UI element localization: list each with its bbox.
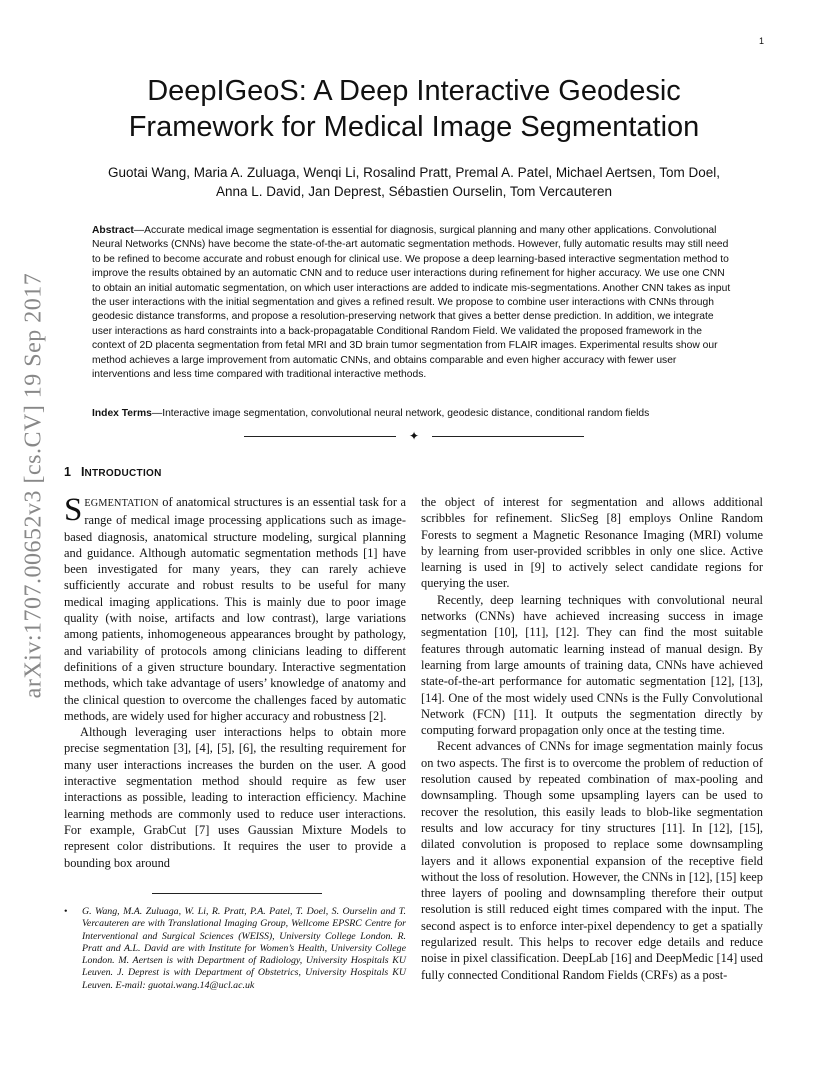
divider-ornament-icon: ✦ <box>408 429 420 443</box>
right-paragraph-2: Recently, deep learning techniques with convolutional neural networks (CNNs) have achieved increasing success in image segmentation [10], [11], [12]. They can find the most suitable features through automatic learning instead of manual design. By learning from large amounts of training data, CNNs have achieved state-of-the-art performance for automatic segmentation [12], [13], [14]. One of the most widely used CNNs is the Fully Convolutional Network (FCN) [11]. It outputs the segmentation directly by computing forward propagation only once at the testing time. <box>421 592 763 738</box>
affiliation-footnote <box>64 906 406 992</box>
divider-line-right <box>432 436 584 437</box>
right-paragraph-1: the object of interest for segmentation and allows additional scribbles for refinement. SlicSeg [8] employs Online Random Forests to segment a Magnetic Resonance Imaging (MRI) volume by learning from user-provided scribbles in only one slice. Active learning is used in [9] to actively select candidate regions for querying the user. <box>421 495 763 591</box>
index-terms-label: Index Terms <box>92 408 152 419</box>
abstract <box>92 224 736 382</box>
section-divider <box>244 428 584 444</box>
drop-cap: S <box>64 492 83 528</box>
authors-line-2: Anna L. David, Jan Deprest, Sébastien Ourselin, Tom Vercauteren <box>216 184 612 199</box>
intro-paragraph-1 <box>64 494 406 724</box>
authors-line-1: Guotai Wang, Maria A. Zuluaga, Wenqi Li, Rosalind Pratt, Premal A. Patel, Michael Aertsen, Tom Doel, <box>107 165 721 180</box>
footnote-text: G. Wang, M.A. Zuluaga, W. Li, R. Pratt, P.A. Patel, T. Doel, S. Ourselin and T. Vercauteren are with Translational Imaging Group, Wellcome EPSRC Centre for Interventional and Surgical Sciences (WEISS), University College London. R. Pratt and A.L. David are with Institute for Women’s Health, University College London. M. Aertsen is with Department of Radiology, University Hospitals KU Leuven. J. Deprest is with Department of Obstetrics, University Hospitals KU Leuven. E-mail: guotai.wang.14@ucl.ac.uk <box>82 906 406 991</box>
author-list <box>60 163 768 201</box>
section-number: 1 <box>64 465 71 479</box>
intro-paragraph-1-text: of anatomical structures is an essential task for a range of medical image processing applications such as image-based diagnosis, anatomical structure modeling, surgical planning and guidance. Although automatic segmentation methods [1] have been investigated for many years, they can rarely achieve sufficiently accurate and robust results to be useful for many medical imaging applications. This is mainly due to poor image quality (with noise, artifacts and low contrast), large variations among patients, inhomogeneous appearances brought by pathology, and variability of protocols among clinicians leading to different definitions of a given structure boundary. Interactive segmentation methods, which take advantage of users’ knowledge of anatomy and the clinical question to overcome the challenges faced by automatic methods, are widely used for higher accuracy and robustness [2]. <box>64 495 406 723</box>
abstract-text: —Accurate medical image segmentation is essential for diagnosis, surgical planning and many other applications. Convolutional Neural Networks (CNNs) have become the state-of-the-art automatic segmentation methods. However, fully automatic results may still need to be refined to become accurate and robust enough for clinical use. We propose a deep learning-based interactive segmentation method to improve the results obtained by an automatic CNN and to reduce user interactions during refinement for higher accuracy. We use one CNN to obtain an initial automatic segmentation, on which user interactions are added to indicate mis-segmentations. Another CNN takes as input the user interactions with the initial segmentation and gives a refined result. We propose to combine user interactions with CNNs through geodesic distance transforms, and propose a resolution-preserving network that gives a better dense prediction. In addition, we integrate user interactions as hard constraints into a back-propagatable Conditional Random Field. We validated the proposed framework in the context of 2D placenta segmentation from fetal MRI and 3D brain tumor segmentation from FLAIR images. Experimental results show our method achieves a large improvement from automatic CNNs, and obtains comparable and even higher accuracy with fewer user interventions and less time compared with traditional interactive methods. <box>92 225 731 381</box>
page-number: 1 <box>758 36 764 46</box>
arxiv-stamp-text: arXiv:1707.00652v3 [cs.CV] 19 Sep 2017 <box>20 272 47 698</box>
section-title-initial: I <box>80 465 85 479</box>
index-terms <box>92 407 736 421</box>
intro-paragraph-2: Although leveraging user interactions helps to obtain more precise segmentation [3], [4], [5], [6], the resulting requirement for many user interactions increases the burden on the user. A good interactive segmentation method should require as few user interactions as possible, leading to interaction efficiency. Machine learning methods are commonly used to reduce user interactions. For example, GrabCut [7] uses Gaussian Mixture Models to represent color distributions. It requires the user to provide a bounding box around <box>64 725 406 870</box>
section-heading-introduction <box>64 465 162 479</box>
right-paragraph-3: Recent advances of CNNs for image segmentation mainly focus on two aspects. The first is to overcome the problem of reduction of resolution caused by repeated combination of max-pooling and downsampling. Though some upsampling layers can be used to recover the resolution, this easily leads to blob-like segmentation results and low accuracy for tiny structures [11]. In [12], [15], dilated convolution is proposed to replace some downsampling layers and it allows exponential expansion of the receptive field without the loss of resolution. However, the CNNs in [12], [15] keep three layers of pooling and downsampling therefore their output resolution is still reduced eight times compared with the input. The second aspect is to enforce inter-pixel dependency to get a spatially regularized result. This helps to recover edge details and reduce noise in pixel classification. DeepLab [16] and DeepMedic [14] used fully connected Conditional Random Fields (CRFs) as a post- <box>421 739 764 982</box>
abstract-label: Abstract <box>92 225 134 236</box>
footnote-rule <box>152 893 322 894</box>
title-line-2: Framework for Medical Image Segmentation <box>128 111 700 143</box>
footnote-bullet-icon: • <box>64 906 68 917</box>
intro-smallcaps-word: EGMENTATION <box>84 498 159 509</box>
right-column <box>421 494 763 983</box>
left-column <box>64 494 406 871</box>
arxiv-stamp <box>18 272 50 698</box>
section-title-rest: NTRODUCTION <box>84 468 162 479</box>
index-terms-text: —Interactive image segmentation, convolutional neural network, geodesic distance, conditional random fields <box>151 408 650 419</box>
paper-title <box>60 73 768 145</box>
divider-line-left <box>244 436 396 437</box>
title-line-1: DeepIGeoS: A Deep Interactive Geodesic <box>147 75 681 107</box>
